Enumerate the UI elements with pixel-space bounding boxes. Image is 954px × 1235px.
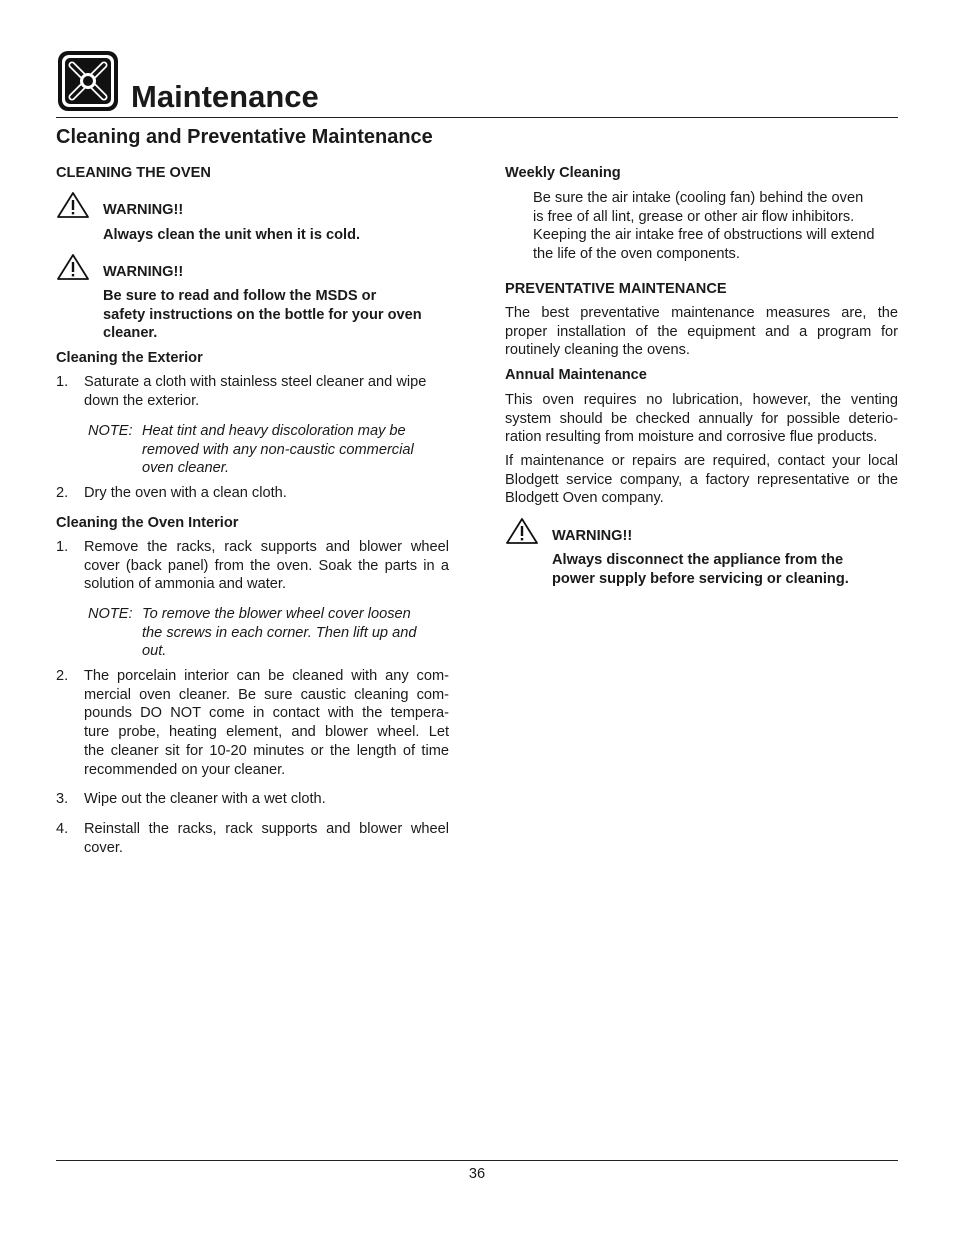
list-item: 3. Wipe out the cleaner with a wet cloth. (56, 791, 326, 807)
page-title: Maintenance (131, 79, 319, 114)
note-text: Heat tint and heavy discoloration may be removed with any non-caustic commercial oven cleaner. (142, 423, 414, 477)
note-label: NOTE: (88, 423, 133, 439)
weekly-heading: Weekly Cleaning (505, 165, 621, 181)
warning-triangle-icon (505, 517, 539, 545)
footer-rule (56, 1160, 898, 1161)
warning-text: Be sure to read and follow the MSDS or safety instructions on the bottle for your oven cleaner. (103, 288, 422, 342)
section-title: Cleaning and Preventative Maintenance (56, 126, 433, 148)
warning-text: Always disconnect the appliance from the power supply before servicing or cleaning. (552, 552, 849, 587)
warning-triangle-icon (56, 253, 90, 281)
list-item: 1. Saturate a cloth with stainless steel cleaner and wipe down the exterior. (56, 374, 427, 409)
page-number: 36 (468, 1166, 486, 1182)
preventative-text: The best preventative maintenance measures are, the proper installation of the equipment and a program for routinely cleaning the ovens. (505, 305, 898, 359)
cleaning-oven-heading: CLEANING THE OVEN (56, 165, 211, 181)
list-item: 4. Reinstall the racks, rack supports and blower wheel cover. (56, 821, 449, 856)
list-item: 2. The porcelain interior can be cleaned with any com- mercial oven cleaner. Be sure caustic cleaning com- pounds DO NOT come in contact with the tempera- ture probe, heating element, and blower wheel. Let the cleaner sit for 10-20 minutes or the length of time recommended on your cleaner. (56, 668, 449, 778)
annual-text: This oven requires no lubrication, however, the venting system should be checked annually for possible deterio- ration resulting from moisture and corrosive flue products. (505, 392, 898, 446)
annual-contact-text: If maintenance or repairs are required, contact your local Blodgett service company, a factory representative or the Blodgett Oven company. (505, 453, 898, 507)
list-item: 1. Remove the racks, rack supports and blower wheel cover (back panel) from the oven. Soak the parts in a solution of ammonia and water. (56, 539, 449, 593)
header-rule (56, 117, 898, 118)
interior-heading: Cleaning the Oven Interior (56, 515, 239, 531)
note-text: To remove the blower wheel cover loosen the screws in each corner. Then lift up and out. (142, 606, 417, 660)
warning-label: WARNING!! (103, 202, 184, 218)
note-label: NOTE: (88, 606, 133, 622)
annual-heading: Annual Maintenance (505, 367, 647, 383)
list-item: 2. Dry the oven with a clean cloth. (56, 485, 287, 501)
maintenance-wrench-icon (56, 49, 120, 113)
warning-label: WARNING!! (103, 264, 184, 280)
exterior-heading: Cleaning the Exterior (56, 350, 203, 366)
weekly-text: Be sure the air intake (cooling fan) behind the oven is free of all lint, grease or other air flow inhibitors. Keeping the air intake free of obstructions will extend the life of the oven components. (533, 190, 875, 263)
warning-text: Always clean the unit when it is cold. (103, 227, 361, 243)
warning-label: WARNING!! (552, 528, 633, 544)
preventative-heading: PREVENTATIVE MAINTENANCE (505, 281, 727, 297)
warning-triangle-icon (56, 191, 90, 219)
